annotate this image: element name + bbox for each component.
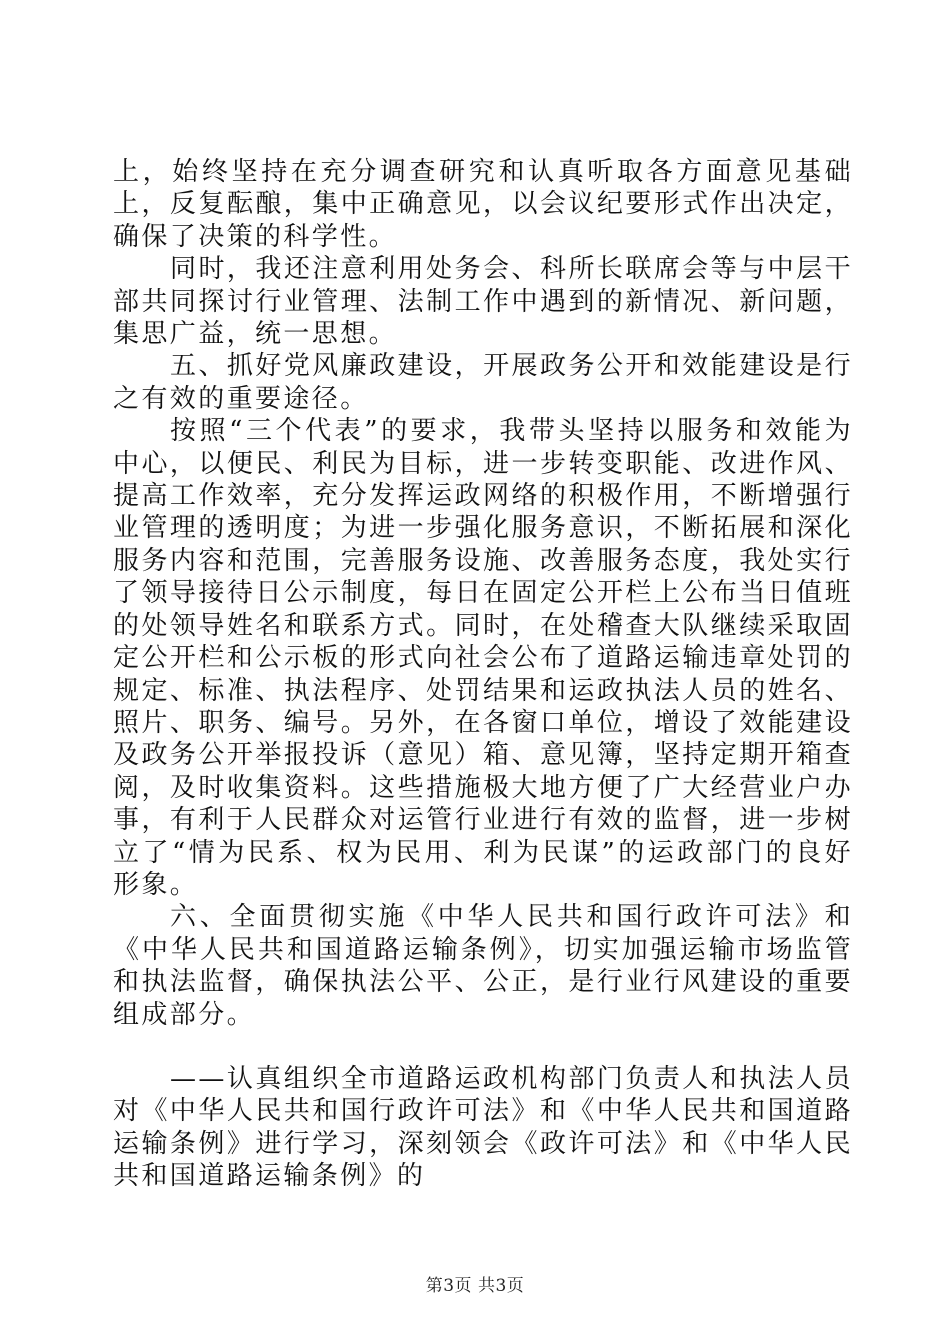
paragraph-section-five-heading: 五、抓好党风廉政建设，开展政务公开和效能建设是行之有效的重要途径。 [113, 351, 853, 414]
paragraph-meetings: 同时，我还注意利用处务会、科所长联席会等与中层干部共同探讨行业管理、法制工作中遇到的新情况、新问题，集思广益，统一思想。 [113, 254, 853, 350]
paragraph-service-efficiency: 按照“三个代表”的要求，我带头坚持以服务和效能为中心，以便民、利民为目标，进一步转变职能、改进作风、提高工作效率，充分发挥运政网络的积极作用，不断增强行业管理的透明度；为进一步强化服务意识，不断拓展和深化服务内容和范围，完善服务设施、改善服务态度，我处实行了领导接待日公示制度，每日在固定公开栏上公布当日值班的处领导姓名和联系方式。同时，在处稽查大队继续采取固定公开栏和公示板的形式向社会公布了道路运输违章处罚的规定、标准、执法程序、处罚结果和运政执法人员的姓名、照片、职务、编号。另外，在各窗口单位，增设了效能建设及政务公开举报投诉（意见）箱、意见簿，坚持定期开箱查阅，及时收集资料。这些措施极大地方便了广大经营业户办事，有利于人民群众对运管行业进行有效的监督，进一步树立了“情为民系、权为民用、利为民谋”的运政部门的良好形象。 [113, 416, 853, 900]
paragraph-continuation: 上，始终坚持在充分调查研究和认真听取各方面意见基础上，反复酝酿，集中正确意见，以会议纪要形式作出决定，确保了决策的科学性。 [113, 157, 853, 252]
document-body [113, 156, 853, 1193]
paragraph-law-study: ——认真组织全市道路运政机构部门负责人和执法人员对《中华人民共和国行政许可法》和《中华人民共和国道路运输条例》进行学习，深刻领会《政许可法》和《中华人民共和国道路运输条例》的 [113, 1063, 853, 1192]
paragraph-section-six-heading: 六、全面贯彻实施《中华人民共和国行政许可法》和《中华人民共和国道路运输条例》，切实加强运输市场监管和执法监督，确保执法公平、公正，是行业行风建设的重要组成部分。 [113, 902, 853, 1030]
page-number-footer: 第3页 共3页 [425, 1276, 525, 1296]
paragraph-gap [113, 1031, 853, 1063]
